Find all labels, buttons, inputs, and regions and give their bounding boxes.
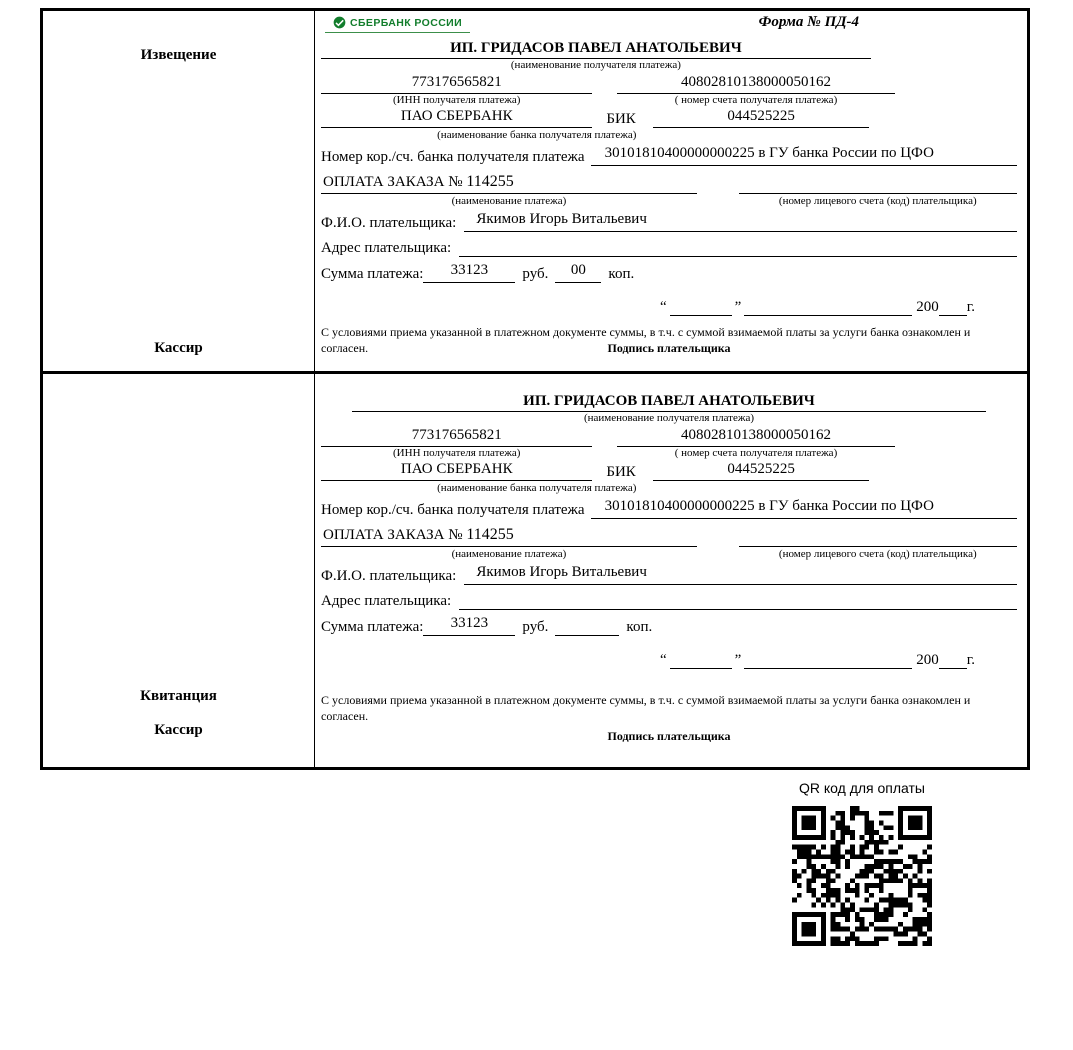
signature-label: Подпись плательщика	[607, 729, 731, 744]
payment-purpose-label: ОПЛАТА ЗАКАЗА №	[323, 527, 463, 543]
year-suffix: г.	[966, 652, 975, 668]
notice-main	[315, 11, 1027, 371]
quote-close: ”	[734, 299, 742, 315]
payer-name-label: Ф.И.О. плательщика:	[321, 215, 457, 231]
payer-address-blank	[459, 236, 1017, 257]
notice-label: Извещение	[140, 47, 217, 63]
receipt-section	[43, 371, 1027, 767]
receipt-label: Квитанция	[140, 688, 217, 704]
kop-unit-label: коп.	[626, 619, 653, 635]
inn-caption: (ИНН получателя платежа)	[393, 94, 521, 106]
payee-name: ИП. ГРИДАСОВ ПАВЕЛ АНАТОЛЬЕВИЧ	[321, 40, 871, 59]
bik-label: БИК	[606, 464, 636, 480]
sberbank-logo-text: СБЕРБАНК РОССИИ	[350, 16, 463, 29]
bank-caption: (наименование банка получателя платежа)	[437, 129, 637, 141]
rub-unit-label: руб.	[522, 619, 549, 635]
payment-form-pd4	[40, 8, 1030, 770]
purpose-captions-row	[321, 195, 1017, 207]
sberbank-logo	[325, 14, 470, 33]
kop-unit-label: коп.	[608, 266, 635, 282]
payment-purpose-label: ОПЛАТА ЗАКАЗА №	[323, 174, 463, 190]
quote-close: ”	[734, 652, 742, 668]
purpose-captions-row	[321, 548, 1017, 560]
corr-account-row	[321, 145, 1017, 166]
payment-purpose	[321, 526, 697, 547]
receipt-cashier-label: Кассир	[154, 722, 203, 738]
personal-account-caption: (номер лицевого счета (код) плательщика)	[778, 548, 977, 560]
corr-account-value: 30101810400000000225 в ГУ банка России по ЦФО	[591, 498, 1017, 519]
personal-account-blank	[739, 173, 1017, 194]
bik-value: 044525225	[653, 461, 869, 481]
rub-unit-label: руб.	[522, 266, 549, 282]
inn-account-row	[321, 74, 1017, 106]
payer-address-row	[321, 589, 1017, 610]
form-number: Форма № ПД-4	[758, 14, 859, 30]
date-month-blank	[744, 296, 912, 316]
terms-text: С условиями приема указанной в платежном документе суммы, в т.ч. с суммой взимаемой платы за услуги банка ознакомлен и согласен.	[321, 325, 971, 355]
payment-caption: (наименование платежа)	[451, 548, 567, 560]
payment-purpose-row	[321, 526, 1017, 547]
payee-caption: (наименование получателя платежа)	[510, 59, 681, 71]
payee-account: 40802810138000050162	[617, 427, 895, 447]
bik-value: 044525225	[653, 108, 869, 128]
payer-name-value: Якимов Игорь Витальевич	[464, 211, 1017, 232]
payer-address-label: Адрес плательщика:	[321, 240, 452, 256]
year-prefix: 200	[916, 299, 939, 315]
bank-name: ПАО СБЕРБАНК	[321, 108, 592, 128]
payer-address-label: Адрес плательщика:	[321, 593, 452, 609]
date-day-blank	[670, 296, 732, 316]
bank-caption: (наименование банка получателя платежа)	[437, 482, 637, 494]
date-line	[321, 649, 1017, 669]
amount-row	[321, 615, 1017, 636]
notice-side-column	[43, 11, 315, 371]
bik-label: БИК	[606, 111, 636, 127]
payee-inn: 773176565821	[321, 427, 592, 447]
corr-account-label: Номер кор./сч. банка получателя платежа	[321, 502, 585, 518]
qr-code	[792, 806, 932, 946]
amount-kopecks-blank	[555, 615, 619, 636]
inn-account-row	[321, 427, 1017, 459]
bank-row	[321, 461, 1017, 481]
payer-address-blank	[459, 589, 1017, 610]
qr-caption: QR код для оплаты	[798, 780, 925, 796]
date-day-blank	[670, 649, 732, 669]
notice-cashier-label: Кассир	[154, 340, 203, 356]
bank-name: ПАО СБЕРБАНК	[321, 461, 592, 481]
payment-caption: (наименование платежа)	[451, 195, 567, 207]
year-prefix: 200	[916, 652, 939, 668]
payment-purpose-row	[321, 173, 1017, 194]
date-month-blank	[744, 649, 912, 669]
payer-name-label: Ф.И.О. плательщика:	[321, 568, 457, 584]
receipt-main	[315, 374, 1027, 767]
amount-label: Сумма платежа:	[321, 266, 424, 282]
payment-purpose	[321, 173, 697, 194]
corr-account-row	[321, 498, 1017, 519]
amount-rubles: 33123	[423, 262, 515, 283]
account-caption: ( номер счета получателя платежа)	[674, 94, 838, 106]
signature-label: Подпись плательщика	[607, 341, 731, 356]
terms-text: С условиями приема указанной в платежном документе суммы, в т.ч. с суммой взимаемой платы за услуги банка ознакомлен и согласен.	[321, 693, 971, 723]
date-line	[321, 296, 1017, 316]
payee-account: 40802810138000050162	[617, 74, 895, 94]
payee-name: ИП. ГРИДАСОВ ПАВЕЛ АНАТОЛЬЕВИЧ	[352, 393, 985, 412]
sberbank-emblem-icon	[333, 16, 346, 29]
payer-name-row	[321, 564, 1017, 585]
quote-open: “	[659, 299, 667, 315]
inn-caption: (ИНН получателя платежа)	[393, 447, 521, 459]
year-suffix: г.	[966, 299, 975, 315]
quote-open: “	[659, 652, 667, 668]
year-blank	[939, 649, 967, 669]
payer-name-row	[321, 211, 1017, 232]
order-number: 114255	[466, 526, 514, 543]
personal-account-blank	[739, 526, 1017, 547]
year-blank	[939, 296, 967, 316]
corr-account-label: Номер кор./сч. банка получателя платежа	[321, 149, 585, 165]
amount-row	[321, 262, 1017, 283]
bank-row	[321, 108, 1017, 128]
payer-address-row	[321, 236, 1017, 257]
payer-name-value: Якимов Игорь Витальевич	[464, 564, 1017, 585]
notice-section	[43, 11, 1027, 371]
notice-header-row	[321, 14, 1017, 40]
amount-label: Сумма платежа:	[321, 619, 424, 635]
qr-section	[789, 780, 935, 946]
account-caption: ( номер счета получателя платежа)	[674, 447, 838, 459]
amount-kopecks: 00	[555, 262, 601, 283]
corr-account-value: 30101810400000000225 в ГУ банка России по ЦФО	[591, 145, 1017, 166]
payee-inn: 773176565821	[321, 74, 592, 94]
order-number: 114255	[466, 173, 514, 190]
personal-account-caption: (номер лицевого счета (код) плательщика)	[778, 195, 977, 207]
payee-caption: (наименование получателя платежа)	[583, 412, 755, 424]
amount-rubles: 33123	[423, 615, 515, 636]
receipt-side-column	[43, 374, 315, 767]
